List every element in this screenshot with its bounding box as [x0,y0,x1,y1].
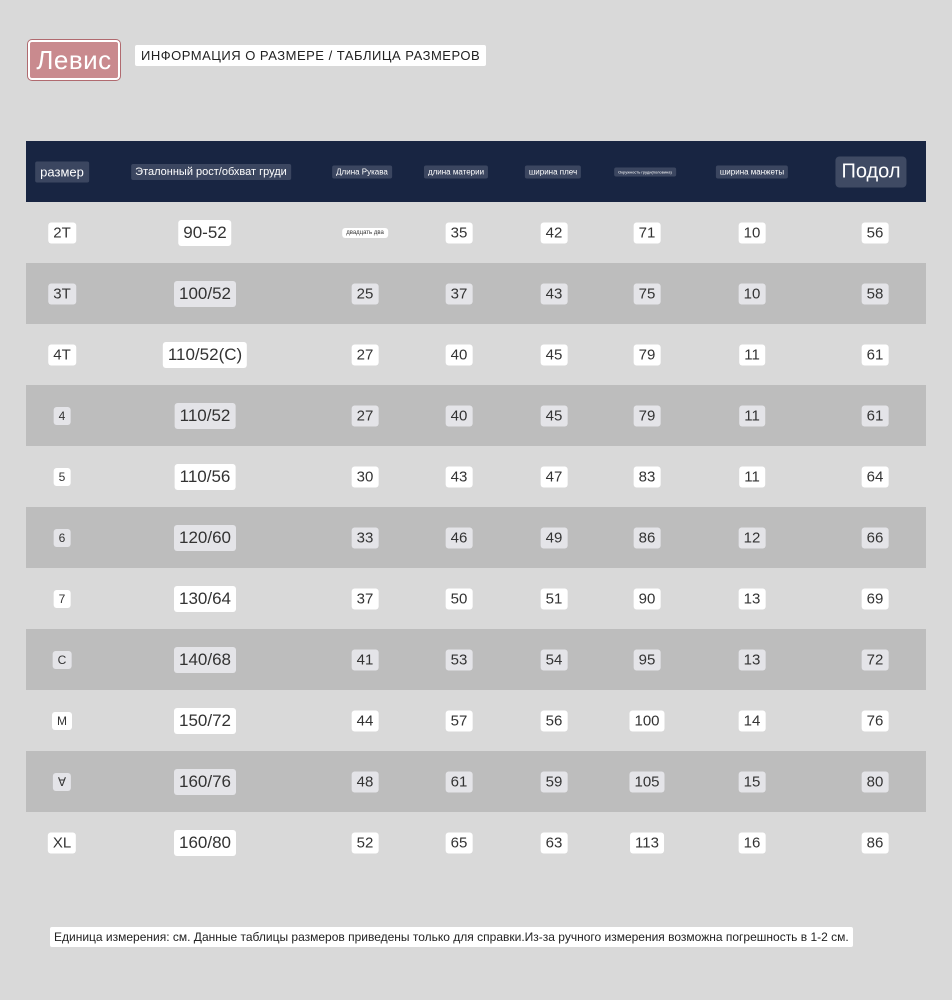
cell-size: М [52,712,72,730]
column-header-size: размер [35,161,89,182]
cell-height-chest: 110/52 [175,403,236,429]
cell-height-chest: 140/68 [174,647,236,673]
cell-body-length: 40 [446,344,473,365]
cell-cuff-width: 11 [739,405,765,426]
cell-chest: 79 [634,344,661,365]
cell-cuff-width: 10 [739,222,766,243]
cell-hem: 58 [862,283,889,304]
cell-size: 4 [54,407,71,425]
column-header-hem: Подол [835,156,906,187]
table-body [26,202,926,873]
cell-size: 6 [54,529,71,547]
cell-size: 2T [48,222,76,243]
cell-hem: 86 [862,832,889,853]
cell-height-chest: 160/76 [174,769,236,795]
cell-sleeve-length: 30 [352,466,379,487]
column-header-body-length: длина материи [424,165,488,178]
cell-body-length: 50 [446,588,473,609]
cell-cuff-width: 12 [739,527,766,548]
cell-cuff-width: 13 [739,649,766,670]
cell-cuff-width: 11 [739,344,765,365]
cell-hem: 61 [862,405,889,426]
column-header-shoulder-width: ширина плеч [525,165,581,178]
cell-size: 7 [54,590,71,608]
cell-hem: 66 [862,527,889,548]
cell-height-chest: 120/60 [174,525,236,551]
cell-cuff-width: 10 [739,283,766,304]
table-row [26,202,926,263]
cell-shoulder-width: 56 [541,710,568,731]
cell-size: 3T [48,283,76,304]
cell-body-length: 43 [446,466,473,487]
cell-size: XL [48,832,76,853]
column-header-sleeve-length: Длина Рукава [332,165,392,178]
cell-sleeve-length: 41 [352,649,379,670]
cell-cuff-width: 15 [739,771,766,792]
cell-shoulder-width: 43 [541,283,568,304]
cell-chest: 71 [634,222,661,243]
column-header-cuff-width: ширина манжеты [716,165,788,178]
cell-hem: 56 [862,222,889,243]
cell-sleeve-length: двадцать два [342,228,388,238]
cell-cuff-width: 11 [739,466,765,487]
table-row [26,812,926,873]
cell-body-length: 35 [446,222,473,243]
cell-chest: 75 [634,283,661,304]
table-row [26,629,926,690]
cell-size: 4T [48,344,76,365]
cell-shoulder-width: 59 [541,771,568,792]
cell-cuff-width: 14 [739,710,766,731]
cell-sleeve-length: 52 [352,832,379,853]
cell-shoulder-width: 45 [541,405,568,426]
cell-hem: 64 [862,466,889,487]
size-chart-table [26,141,926,873]
cell-sleeve-length: 48 [352,771,379,792]
cell-shoulder-width: 49 [541,527,568,548]
cell-height-chest: 130/64 [174,586,236,612]
cell-height-chest: 110/52(С) [163,342,247,368]
cell-body-length: 46 [446,527,473,548]
cell-body-length: 61 [446,771,473,792]
cell-chest: 83 [634,466,661,487]
cell-size: Ɐ [53,773,71,791]
cell-body-length: 57 [446,710,473,731]
cell-chest: 113 [630,832,664,853]
table-row [26,751,926,812]
cell-height-chest: 90-52 [178,220,231,246]
cell-hem: 80 [862,771,889,792]
table-row [26,324,926,385]
cell-body-length: 37 [446,283,473,304]
table-row [26,690,926,751]
table-row [26,507,926,568]
table-row [26,263,926,324]
cell-chest: 86 [634,527,661,548]
cell-hem: 69 [862,588,889,609]
table-row [26,385,926,446]
cell-shoulder-width: 47 [541,466,568,487]
cell-sleeve-length: 27 [352,344,379,365]
cell-size: С [53,651,72,669]
cell-hem: 76 [862,710,889,731]
cell-hem: 61 [862,344,889,365]
cell-sleeve-length: 27 [352,405,379,426]
cell-height-chest: 110/56 [175,464,236,490]
table-row [26,568,926,629]
cell-sleeve-length: 33 [352,527,379,548]
cell-hem: 72 [862,649,889,670]
footnote: Единица измерения: см. Данные таблицы размеров приведены только для справки.Из-за ручного измерения возможна погрешность в 1-2 см. [50,927,853,947]
column-header-height-chest: Эталонный рост/обхват груди [131,164,291,180]
cell-chest: 79 [634,405,661,426]
cell-cuff-width: 16 [739,832,766,853]
table-header [26,141,926,202]
table-row [26,446,926,507]
cell-chest: 95 [634,649,661,670]
cell-body-length: 40 [446,405,473,426]
cell-height-chest: 160/80 [174,830,236,856]
cell-cuff-width: 13 [739,588,766,609]
cell-shoulder-width: 54 [541,649,568,670]
cell-body-length: 65 [446,832,473,853]
column-header-chest: Окружность груди(половина) [614,167,676,176]
cell-shoulder-width: 42 [541,222,568,243]
cell-size: 5 [54,468,71,486]
cell-chest: 100 [629,710,664,731]
cell-chest: 105 [629,771,664,792]
cell-height-chest: 150/72 [174,708,236,734]
cell-height-chest: 100/52 [174,281,236,307]
cell-sleeve-length: 25 [352,283,379,304]
brand-logo: Левис [28,40,120,80]
cell-body-length: 53 [446,649,473,670]
cell-sleeve-length: 37 [352,588,379,609]
cell-shoulder-width: 63 [541,832,568,853]
page-title: ИНФОРМАЦИЯ О РАЗМЕРЕ / ТАБЛИЦА РАЗМЕРОВ [135,45,486,66]
cell-chest: 90 [634,588,661,609]
cell-shoulder-width: 51 [541,588,568,609]
cell-sleeve-length: 44 [352,710,379,731]
cell-shoulder-width: 45 [541,344,568,365]
